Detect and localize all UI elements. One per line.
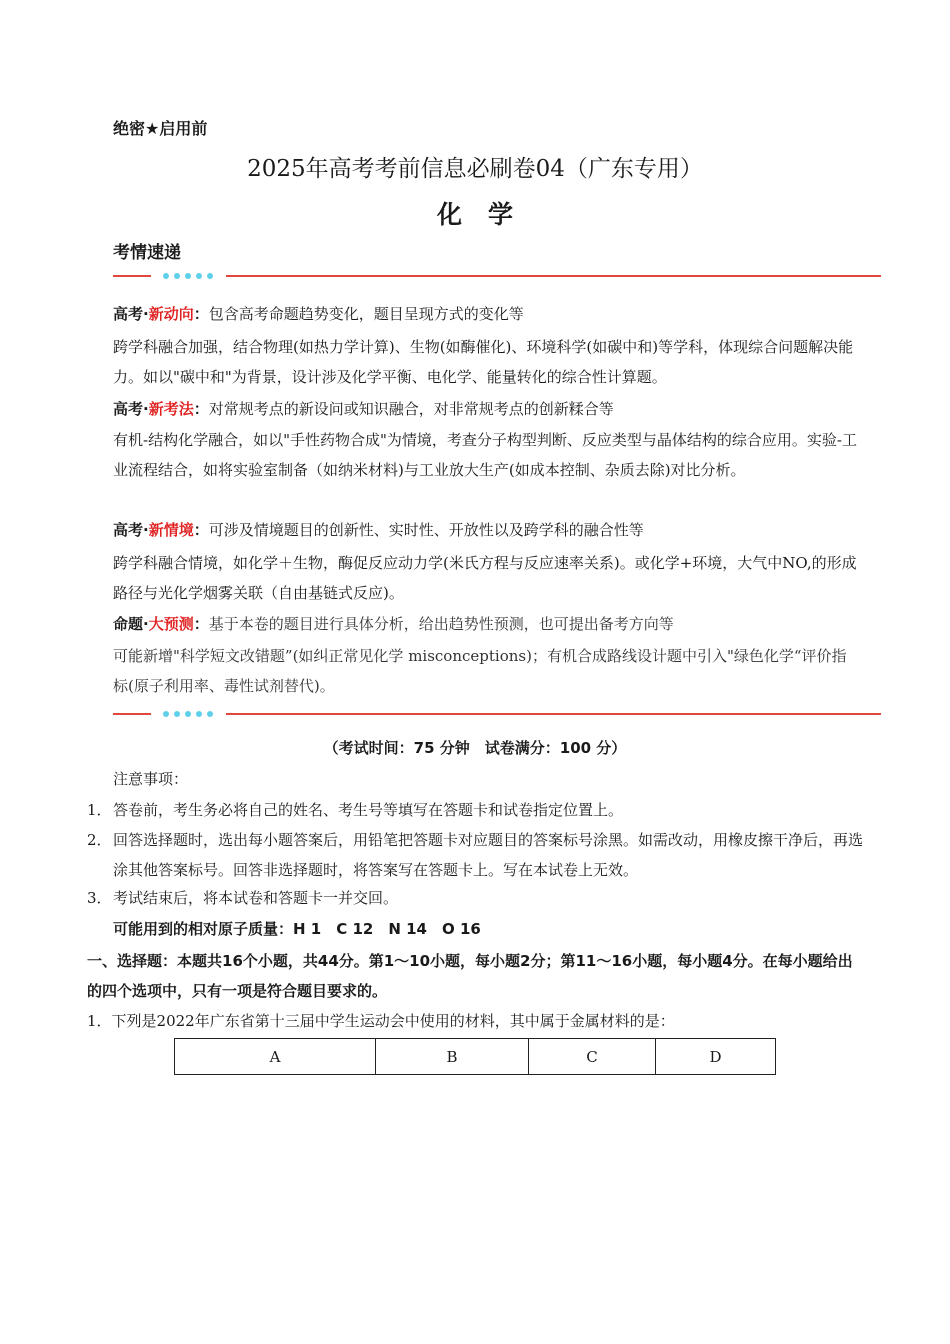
trend-body-1: 跨学科融合加强，结合物理(如热力学计算)、生物(如酶催化)、环境科学(如碳中和)等学科，体现综合问题解决能力。如以"碳中和"为背景，设计涉及化学平衡、电化学、能量转化的综合性计算题。 — [113, 338, 854, 386]
option-d: D — [656, 1039, 776, 1075]
trend-highlight: 大预测 — [148, 615, 194, 633]
trend-desc: 对常规考点的新设问或知识融合，对非常规考点的创新糅合等 — [208, 400, 614, 418]
trend-highlight: 新动向 — [148, 305, 194, 323]
trend-body-3: 跨学科融合情境，如化学＋生物，酶促反应动力学(米氏方程与反应速率关系)。或化学+环境，大气中NO,的形成路径与光化学烟雾关联（自由基链式反应)。 — [113, 554, 857, 602]
trend-colon: ： — [193, 615, 209, 633]
note-number: 3． — [87, 889, 112, 907]
option-a: A — [175, 1039, 376, 1075]
paper-title: 2025年高考考前信息必刷卷04（广东专用） — [247, 156, 703, 182]
trend-colon: ： — [193, 521, 209, 539]
trend-colon: ： — [193, 305, 209, 323]
option-b: B — [376, 1039, 529, 1075]
trend-desc: 可涉及情境题目的创新性、实时性、开放性以及跨学科的融合性等 — [208, 521, 644, 539]
atomic-mass-line: 可能用到的相对原子质量：H 1 C 12 N 14 O 16 — [113, 920, 481, 938]
confidential-label: 绝密★启用前 — [113, 119, 208, 138]
trend-colon: ： — [193, 400, 209, 418]
notes-heading: 注意事项： — [113, 770, 189, 788]
question-number: 1． — [87, 1012, 112, 1030]
question-1 — [87, 1006, 867, 1036]
option-c: C — [529, 1039, 656, 1075]
trend-desc: 包含高考命题趋势变化，题目呈现方式的变化等 — [208, 305, 524, 323]
trend-label-3 — [113, 515, 858, 545]
trend-body-4: 可能新增"科学短文改错题”(如纠正常见化学 misconceptions)；有机合成路线设计题中引入"绿色化学“评价指标(原子利用率、毒性试剂替代)。 — [113, 647, 847, 695]
trend-prefix: 命题· — [113, 615, 149, 633]
trend-highlight: 新考法 — [148, 400, 194, 418]
note-text: 答卷前，考生务必将自己的姓名、考生号等填写在答题卡和试卷指定位置上。 — [113, 801, 624, 819]
note-text: 回答选择题时，选出每小题答案后，用铅笔把答题卡对应题目的答案标号涂黑。如需改动，用橡皮擦干净后，再选涂其他答案标号。回答非选择题时，将答案写在答题卡上。写在本试卷上无效。 — [113, 831, 864, 879]
trend-label-2 — [113, 394, 858, 424]
question-text: 下列是2022年广东省第十三届中学生运动会中使用的材料，其中属于金属材料的是： — [111, 1012, 675, 1030]
trend-highlight: 新情境 — [148, 521, 194, 539]
trend-prefix: 高考· — [113, 521, 149, 539]
note-item-3 — [87, 883, 867, 913]
trend-prefix: 高考· — [113, 305, 149, 323]
note-item-1 — [87, 795, 867, 825]
subject-title: 化学 — [436, 200, 539, 229]
decorative-divider-top — [113, 271, 881, 281]
section-one-heading: 一、选择题：本题共16个小题，共44分。第1～10小题，每小题2分；第11～16小题，每小题4分。在每小题给出的四个选项中，只有一项是符合题目要求的。 — [87, 952, 853, 1000]
trend-label-4 — [113, 609, 858, 639]
trend-body-2: 有机-结构化学融合，如以"手性药物合成"为情境，考查分子构型判断、反应类型与晶体结构的综合应用。实验-工业流程结合，如将实验室制备（如纳米材料)与工业放大生产(如成本控制、杂质去除)对比分析。 — [113, 431, 857, 479]
trend-desc: 基于本卷的题目进行具体分析，给出趋势性预测，也可提出备考方向等 — [208, 615, 674, 633]
section-heading: 考情速递 — [113, 243, 181, 263]
decorative-divider-bottom — [113, 709, 881, 719]
note-number: 1． — [87, 801, 112, 819]
trend-prefix: 高考· — [113, 400, 149, 418]
options-table — [174, 1038, 776, 1075]
trend-label-1 — [113, 299, 858, 329]
note-text: 考试结束后，将本试卷和答题卡一并交回。 — [113, 889, 399, 907]
note-number: 2． — [87, 831, 112, 849]
note-item-2 — [87, 825, 867, 885]
exam-time-line: （考试时间：75 分钟 试卷满分：100 分） — [323, 739, 627, 757]
